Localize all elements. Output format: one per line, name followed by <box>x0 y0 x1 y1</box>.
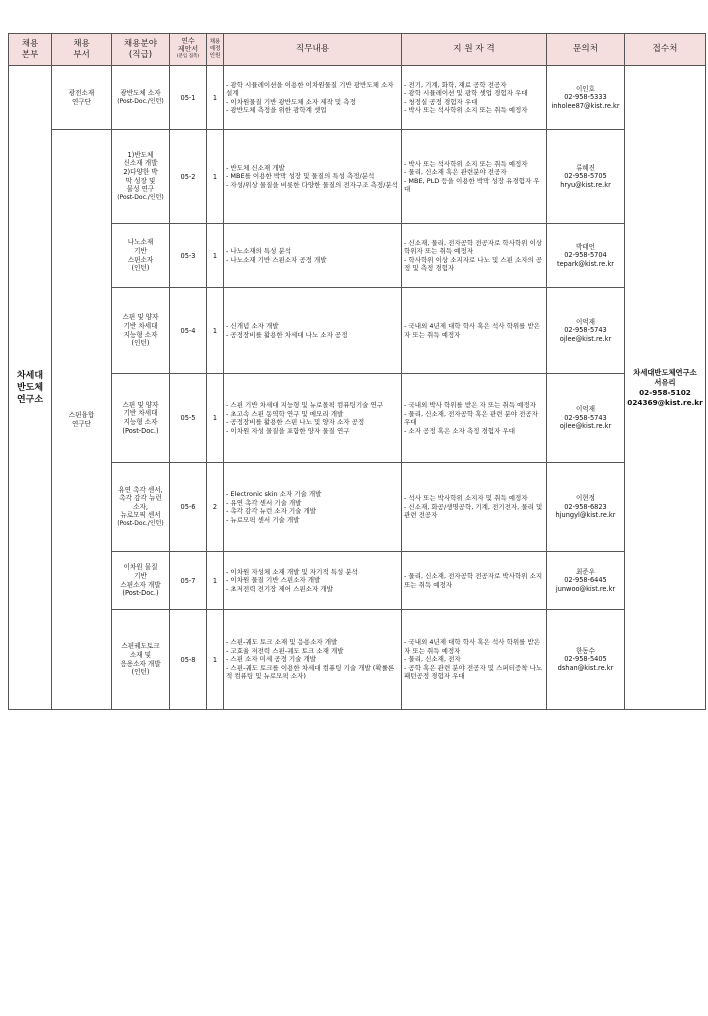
count-cell: 1 <box>207 66 224 130</box>
table-row <box>9 463 706 552</box>
header-field: 채용분야 (직급) <box>112 34 170 66</box>
code-cell: 05-6 <box>170 463 207 552</box>
count-cell: 2 <box>207 463 224 552</box>
code-cell: 05-1 <box>170 66 207 130</box>
contact-cell: 박태언 02-958-5704 tepark@kist.re.kr <box>547 224 625 288</box>
code-cell: 05-5 <box>170 374 207 463</box>
code-cell: 05-3 <box>170 224 207 288</box>
duties-cell: - 이차원 자성체 소재 개발 및 자기적 특성 분석 - 이차원 물질 기반 스핀소자 개발 - 초저전력 전기장 제어 스핀소자 개발 <box>224 552 402 610</box>
header-code: 연수 제안서 (분임 접촉) <box>170 34 207 66</box>
field-cell: 1)반도체 신소재 개발 2)다양한 박 막 성장 및 물성 연구 (Post-Doc./인턴) <box>112 130 170 224</box>
contact-cell: 이인호 02-958-5333 inholee87@kist.re.kr <box>547 66 625 130</box>
header-count: 채용 예정 인원 <box>207 34 224 66</box>
duties-cell: - 스핀-궤도 토크 소재 및 응용소자 개발 - 고효율 저전력 스핀-궤도 토크 소재 개발 - 스핀 소자 미세 공정 기술 개발 - 스핀-궤도 토크를 이용한 차세대 컴퓨팅 기술 개발 (확률론적 컴퓨팅 및 뉴로모픽 소자) <box>224 610 402 710</box>
duties-cell: - 신개념 소자 개발 - 공정장비를 활용한 차세대 나노 소자 공정 <box>224 288 402 374</box>
field-cell: 스핀 및 양자 기반 차세대 지능형 소자 (인턴) <box>112 288 170 374</box>
table-row <box>9 552 706 610</box>
header-row <box>9 34 706 66</box>
count-cell: 1 <box>207 610 224 710</box>
code-cell: 05-7 <box>170 552 207 610</box>
count-cell: 1 <box>207 130 224 224</box>
qualifications-cell: - 석사 또는 박사학위 소지자 및 취득 예정자 - 신소재, 화공/생명공학, 기계, 전기전자, 물리 및 관련 전공자 <box>402 463 547 552</box>
header-hq: 채용 본부 <box>9 34 52 66</box>
table-row <box>9 610 706 710</box>
qualifications-cell: - 국내외 박사 학위를 받은 자 또는 취득 예정자 - 물리, 신소재, 전자공학 혹은 관련 분야 전공자 우대 - 소자 공정 혹은 소자 측정 경험자 우대 <box>402 374 547 463</box>
contact-cell: 최준우 02-958-6445 junwoo@kist.re.kr <box>547 552 625 610</box>
count-cell: 1 <box>207 552 224 610</box>
duties-cell: - Electronic skin 소자 기술 개발 - 유연 촉각 센서 기술 개발 - 촉각 감각 뉴런 소자 기술 개발 - 뉴로모픽 센서 기술 개발 <box>224 463 402 552</box>
qualifications-cell: - 전기, 기계, 화학, 재료 공학 전공자 - 광학 시뮬레이션 및 광학 셋업 경험자 우대 - 청정실 공정 경험자 우대 - 박사 또는 석사학위 소지 또는 취득 예정자 <box>402 66 547 130</box>
table-row <box>9 288 706 374</box>
header-duties: 직무내용 <box>224 34 402 66</box>
qualifications-cell: - 신소재, 물리, 전자공학 전공자로 학사학위 이상 학위자 또는 취득 예정자 - 학사학위 이상 소지자로 나노 및 스핀 소자의 공정 및 측정 경험자 <box>402 224 547 288</box>
contact-cell: 이억재 02-958-5743 ojlee@kist.re.kr <box>547 374 625 463</box>
field-cell: 나노소재 기반 스핀소자 (인턴) <box>112 224 170 288</box>
header-dept: 채용 부서 <box>52 34 112 66</box>
qualifications-cell: - 물리, 신소재, 전자공학 전공자로 박사학위 소지 또는 취득 예정자 <box>402 552 547 610</box>
duties-cell: - 나노소재의 특성 분석 - 나노소재 기반 스핀소자 공정 개발 <box>224 224 402 288</box>
hq-cell: 차세대 반도체 연구소 <box>9 66 52 710</box>
field-cell: 이차원 물질 기반 스핀소자 개발 (Post-Doc.) <box>112 552 170 610</box>
count-cell: 1 <box>207 224 224 288</box>
header-qualifications: 지 원 자 격 <box>402 34 547 66</box>
header-contact: 문의처 <box>547 34 625 66</box>
contact-cell: 류혜진 02-958-5705 hryu@kist.re.kr <box>547 130 625 224</box>
dept-cell-1: 광전소재 연구단 <box>52 66 112 130</box>
contact-cell: 이현정 02-958-6823 hjungyl@kist.re.kr <box>547 463 625 552</box>
field-cell: 스핀궤도토크 소재 및 응용소자 개발 (인턴) <box>112 610 170 710</box>
contact-cell: 한동수 02-958-5405 dshan@kist.re.kr <box>547 610 625 710</box>
field-cell: 스핀 및 양자 기반 차세대 지능형 소자 (Post-Doc.) <box>112 374 170 463</box>
header-apply: 접수처 <box>625 34 706 66</box>
count-cell: 1 <box>207 288 224 374</box>
qualifications-cell: - 국내외 4년제 대학 학사 혹은 석사 학위를 받은 자 또는 취득 예정자 - 물리, 신소재, 전자 - 공학 혹은 관련 분야 전공자 및 스퍼터증착 나노 패턴공정 경험자 우대 <box>402 610 547 710</box>
table-row <box>9 224 706 288</box>
dept-cell-2: 스핀융합 연구단 <box>52 130 112 710</box>
duties-cell: - 광학 시뮬레이션을 이용한 이차원물질 기반 광반도체 소자 설계 - 이차원물질 기반 광반도체 소자 제작 및 측정 - 광반도체 측정을 위한 광학계 셋업 <box>224 66 402 130</box>
duties-cell: - 반도체 신소재 개발 - MBE를 이용한 박막 성장 및 물질의 특성 측정/분석 - 자성/위상 물질을 비롯한 다양한 물질의 전자구조 측정/분석 <box>224 130 402 224</box>
contact-cell: 이억재 02-958-5743 ojlee@kist.re.kr <box>547 288 625 374</box>
code-cell: 05-2 <box>170 130 207 224</box>
code-cell: 05-4 <box>170 288 207 374</box>
table-row <box>9 374 706 463</box>
code-cell: 05-8 <box>170 610 207 710</box>
qualifications-cell: - 박사 또는 석사학위 소지 또는 취득 예정자 - 물리, 신소재 혹은 관련분야 전공자 - MBE, PLD 등을 이용한 박막 성장 유경험자 우대 <box>402 130 547 224</box>
count-cell: 1 <box>207 374 224 463</box>
apply-cell: 차세대반도체연구소 서유리 02-958-5102 024369@kist.re.kr <box>625 66 706 710</box>
table-row <box>9 130 706 224</box>
field-cell: 유연 촉각 센서, 촉각 감각 뉴런 소자, 뉴로모픽 센서 (Post-Doc./인턴) <box>112 463 170 552</box>
field-cell: 광반도체 소자 (Post-Doc./인턴) <box>112 66 170 130</box>
recruitment-table <box>8 33 706 710</box>
duties-cell: - 스핀 기반 차세대 지능형 및 뉴로몰픽 컴퓨팅기술 연구 - 초고속 스핀 동역학 연구 및 메모리 개발 - 공정장비를 활용한 스핀 나노 및 양자 소자 공정 - 이차원 자성 물질을 포함한 양자 물질 연구 <box>224 374 402 463</box>
table-row <box>9 66 706 130</box>
qualifications-cell: - 국내외 4년제 대학 학사 혹은 석사 학위를 받은 자 또는 취득 예정자 <box>402 288 547 374</box>
